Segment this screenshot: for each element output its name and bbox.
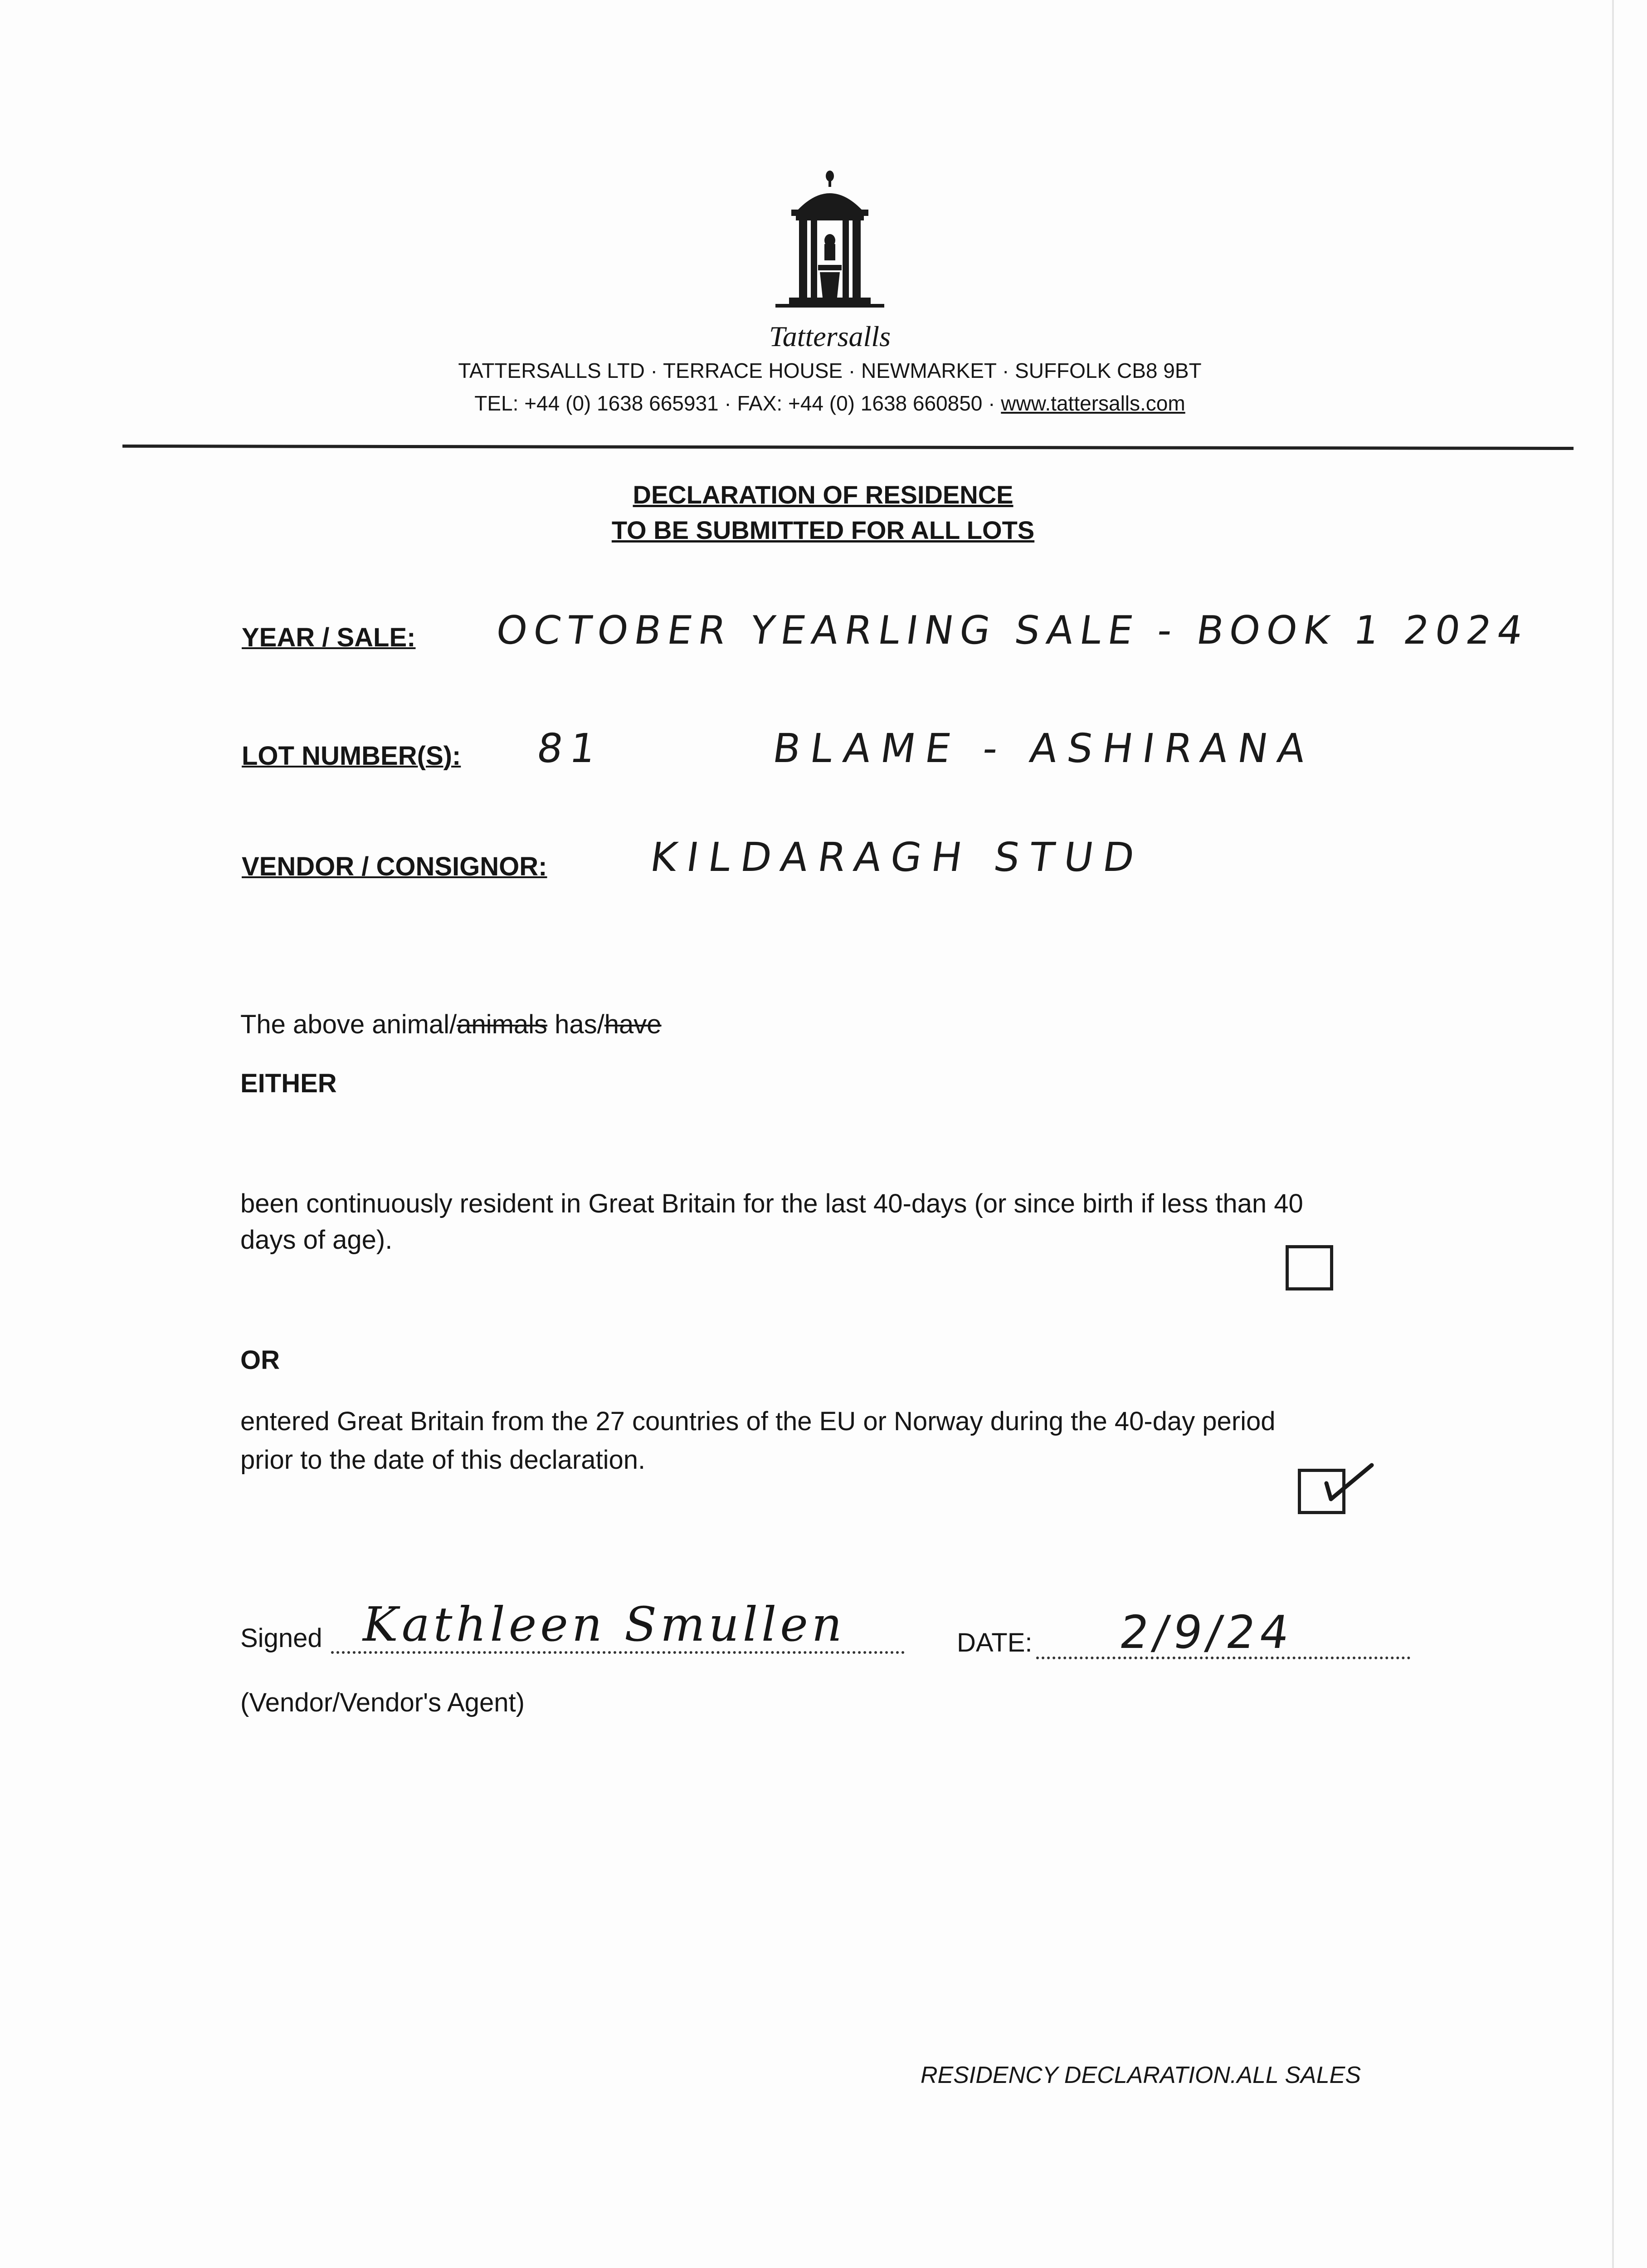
header-rule — [122, 445, 1574, 450]
lot-horse-names: BLAME - ASHIRANA — [770, 725, 1319, 772]
year-sale-value: OCTOBER YEARLING SALE - BOOK 1 2024 — [493, 608, 1532, 653]
option2-line1: entered Great Britain from the 27 countries of the EU or Norway during the 40-day period — [240, 1407, 1276, 1436]
tattersalls-rotunda-logo — [771, 168, 889, 318]
address-line: TATTERSALLS LTD · TERRACE HOUSE · NEWMARKET · SUFFOLK CB8 9BT — [458, 359, 1202, 382]
option2-line2: prior to the date of this declaration. — [240, 1445, 646, 1475]
form-name-footer: RESIDENCY DECLARATION.ALL SALES — [921, 2062, 1361, 2088]
document-title: DECLARATION OF RESIDENCE — [633, 480, 1014, 509]
option1-line2: days of age). — [240, 1225, 393, 1255]
lot-number-value: 81 — [534, 725, 606, 772]
intro-text-b: has/ — [547, 1010, 604, 1039]
signature: Kathleen Smullen — [363, 1597, 846, 1652]
scan-edge — [1612, 0, 1614, 2268]
phone-fax: TEL: +44 (0) 1638 665931 · FAX: +44 (0) 1638 660850 · — [474, 391, 1001, 415]
intro-text-a: The above animal/ — [240, 1010, 457, 1039]
either-heading: EITHER — [240, 1069, 337, 1098]
website-link[interactable]: www.tattersalls.com — [1001, 391, 1185, 415]
date-value: 2/9/24 — [1116, 1606, 1297, 1659]
vendor-value: KILDARAGH STUD — [647, 834, 1147, 880]
struck-animals: animals — [457, 1010, 548, 1039]
contact-line — [317, 391, 1342, 415]
checkmark-icon — [1306, 1456, 1374, 1515]
option1-line1: been continuously resident in Great Britain for the last 40-days (or since birth if less than 40 — [240, 1189, 1303, 1218]
vendor-label: VENDOR / CONSIGNOR: — [242, 852, 547, 881]
option1-checkbox[interactable] — [1286, 1245, 1333, 1290]
signed-label: Signed — [240, 1623, 322, 1653]
lot-number-label: LOT NUMBER(S): — [242, 741, 461, 771]
intro-statement — [240, 1009, 662, 1040]
date-label: DATE: — [957, 1628, 1033, 1657]
brand-name: Tattersalls — [769, 320, 891, 352]
year-sale-label: YEAR / SALE: — [242, 623, 416, 652]
or-heading: OR — [240, 1345, 280, 1375]
document-subtitle: TO BE SUBMITTED FOR ALL LOTS — [611, 516, 1035, 544]
struck-have: have — [604, 1010, 662, 1039]
signer-role: (Vendor/Vendor's Agent) — [240, 1688, 525, 1717]
